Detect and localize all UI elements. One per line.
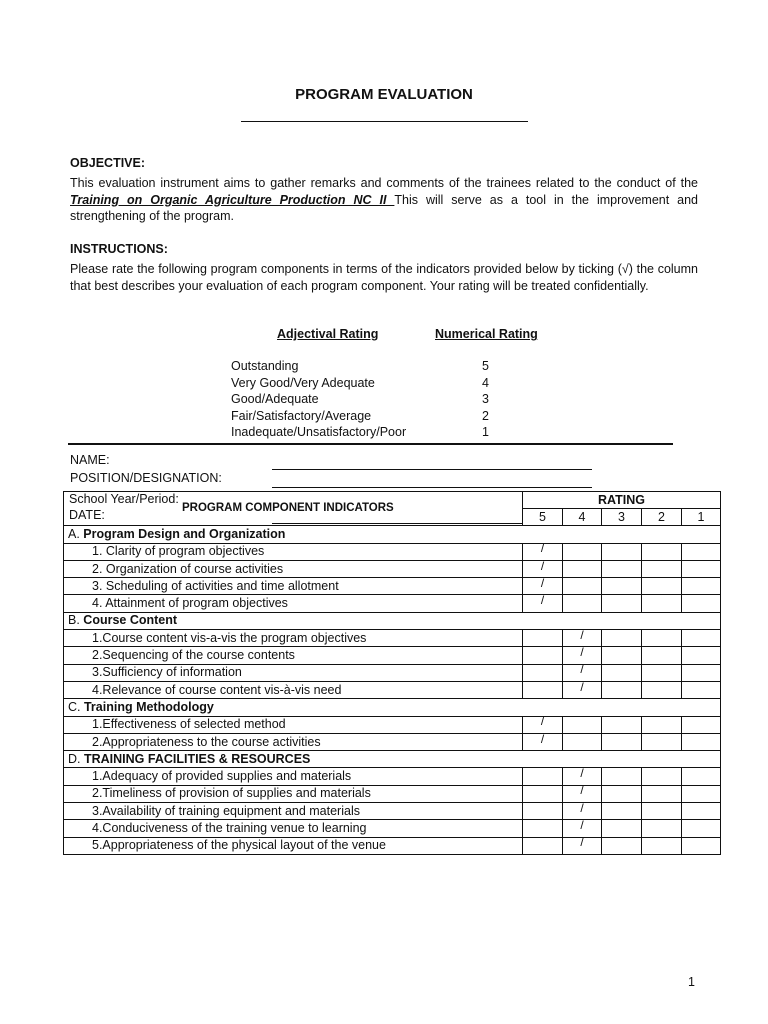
objective-heading: OBJECTIVE:: [70, 156, 146, 170]
section-heading: [64, 526, 721, 543]
indicator-label: 2. Organization of course activities: [64, 560, 523, 577]
rating-header-cell: [523, 492, 721, 509]
rating-cell-1[interactable]: [682, 716, 721, 733]
rating-header: RATING: [598, 492, 646, 507]
rating-col-3: 3: [602, 509, 642, 526]
indicator-label: 4. Attainment of program objectives: [64, 595, 523, 612]
table-row: [64, 647, 721, 664]
indicator-label: 3.Sufficiency of information: [64, 664, 523, 681]
section-name: Program Design and Organization: [83, 526, 286, 541]
tick-mark: /: [580, 681, 584, 694]
rating-cell-5[interactable]: [523, 543, 563, 560]
table-row: [64, 785, 721, 802]
tick-mark: /: [540, 560, 545, 573]
indicator-label: 4.Relevance of course content vis-à-vis need: [64, 681, 523, 698]
rating-cell-2[interactable]: [642, 803, 682, 820]
rating-cell-5[interactable]: [523, 768, 563, 785]
section-name: Training Methodology: [83, 699, 214, 714]
section-heading: [64, 699, 721, 716]
scale-label: Very Good/Very Adequate: [231, 375, 375, 390]
rating-cell-4[interactable]: [563, 768, 602, 785]
tick-mark: /: [580, 664, 584, 677]
table-row: [64, 543, 721, 560]
rating-cell-2[interactable]: [642, 837, 682, 854]
objective-paragraph: [70, 175, 698, 225]
date-field-line[interactable]: [272, 523, 522, 524]
tick-mark: /: [580, 819, 584, 832]
rating-cell-2[interactable]: [642, 820, 682, 837]
rating-cell-1[interactable]: [682, 560, 721, 577]
course-title: Training on Organic Agriculture Production NC II: [70, 192, 395, 207]
tick-mark: /: [580, 785, 584, 798]
table-row: [64, 837, 721, 854]
rating-cell-5[interactable]: [523, 716, 563, 733]
rating-cell-3[interactable]: [602, 837, 642, 854]
table-row: [64, 560, 721, 577]
scale-row: [231, 392, 501, 409]
rating-cell-3[interactable]: [602, 578, 642, 595]
tick-mark: /: [540, 733, 545, 746]
scale-value: 1: [482, 425, 489, 439]
tick-mark: /: [540, 543, 545, 556]
rating-cell-4[interactable]: [563, 716, 602, 733]
numerical-rating-header: Numerical Rating: [435, 327, 538, 341]
section-row: [64, 751, 721, 768]
rating-cell-4[interactable]: [563, 664, 602, 681]
table-row: [64, 768, 721, 785]
rating-cell-2[interactable]: [642, 630, 682, 647]
scale-row: [231, 409, 501, 426]
table-row: [64, 733, 721, 750]
rating-cell-2[interactable]: [642, 768, 682, 785]
rating-cell-4[interactable]: [563, 578, 602, 595]
section-heading: [64, 612, 721, 629]
section-row: [64, 699, 721, 716]
instructions-paragraph: Please rate the following program components in terms of the indicators provided below by ticking (√) the column that best describes your evaluation of each program component. Your rating will be treated confidentially.: [70, 262, 698, 293]
rating-cell-5[interactable]: [523, 681, 563, 698]
rating-cell-4[interactable]: [563, 837, 602, 854]
component-indicators-header: PROGRAM COMPONENT INDICATORS: [182, 502, 394, 514]
rating-col-1: 1: [682, 509, 721, 526]
scale-value: 3: [482, 392, 489, 406]
position-label: POSITION/DESIGNATION:: [70, 471, 222, 485]
tick-mark: /: [580, 802, 584, 815]
tick-mark: /: [580, 767, 584, 781]
rating-cell-1[interactable]: [682, 630, 721, 647]
scale-value: 5: [482, 359, 489, 373]
rating-cell-4[interactable]: [563, 803, 602, 820]
rating-cell-1[interactable]: [682, 820, 721, 837]
table-row: [64, 803, 721, 820]
rating-cell-1[interactable]: [682, 578, 721, 595]
scale-value: 2: [482, 408, 489, 423]
rating-cell-4[interactable]: [563, 647, 602, 664]
name-field-line[interactable]: [272, 469, 592, 470]
indicator-label: 1.Course content vis-a-vis the program objectives: [64, 630, 523, 647]
rating-cell-3[interactable]: [602, 543, 642, 560]
section-prefix: B.: [68, 613, 84, 628]
date-label: DATE:: [69, 508, 105, 522]
rating-cell-5[interactable]: [523, 733, 563, 750]
page-title: PROGRAM EVALUATION: [295, 86, 473, 103]
scale-label: Good/Adequate: [231, 392, 319, 406]
tick-mark: /: [540, 594, 545, 608]
rating-cell-4[interactable]: [563, 681, 602, 698]
rating-cell-4[interactable]: [563, 785, 602, 802]
rating-cell-4[interactable]: [563, 733, 602, 750]
indicator-label: 1.Effectiveness of selected method: [64, 716, 523, 733]
rating-cell-5[interactable]: [523, 837, 563, 854]
rating-cell-5[interactable]: [523, 803, 563, 820]
rating-cell-1[interactable]: [682, 785, 721, 802]
section-name: TRAINING FACILITIES & RESOURCES: [83, 751, 311, 766]
scale-label: Fair/Satisfactory/Average: [231, 408, 372, 423]
rating-cell-5[interactable]: [523, 630, 563, 647]
rating-cell-3[interactable]: [602, 733, 642, 750]
rating-cell-1[interactable]: [682, 733, 721, 750]
title-underline: [241, 121, 528, 122]
rating-cell-2[interactable]: [642, 664, 682, 681]
rating-cell-2[interactable]: [642, 578, 682, 595]
section-prefix: D.: [68, 751, 84, 766]
section-row: [64, 526, 721, 543]
section-name: Course Content: [83, 613, 178, 628]
rating-cell-2[interactable]: [642, 560, 682, 577]
table-row: [64, 716, 721, 733]
component-header-cell: [64, 492, 523, 526]
scale-row: [231, 425, 501, 442]
rating-cell-3[interactable]: [602, 785, 642, 802]
rating-cell-4[interactable]: [563, 820, 602, 837]
rating-cell-1[interactable]: [682, 647, 721, 664]
rating-col-2: 2: [642, 509, 682, 526]
rating-col-4: 4: [563, 509, 602, 526]
section-prefix: A.: [68, 526, 84, 541]
indicator-label: 1. Clarity of program objectives: [64, 543, 523, 560]
scale-divider: [68, 443, 673, 445]
rating-cell-4[interactable]: [563, 630, 602, 647]
scale-label: Outstanding: [231, 359, 299, 373]
instructions-heading: INSTRUCTIONS:: [70, 242, 168, 256]
rating-cell-3[interactable]: [602, 560, 642, 577]
scale-row: [231, 359, 501, 376]
rating-cell-3[interactable]: [602, 768, 642, 785]
name-label: NAME:: [70, 453, 110, 467]
rating-cell-3[interactable]: [602, 803, 642, 820]
rating-cell-2[interactable]: [642, 785, 682, 802]
rating-cell-5[interactable]: [523, 785, 563, 802]
rating-cell-2[interactable]: [642, 543, 682, 560]
school-year-label: School Year/Period:: [69, 492, 179, 506]
table-row: [64, 630, 721, 647]
objective-text-after: This will serve as a tool in the improvement and strengthening of the program.: [70, 192, 698, 223]
rating-cell-4[interactable]: [563, 543, 602, 560]
rating-cell-2[interactable]: [642, 647, 682, 664]
page-number: 1: [688, 975, 695, 989]
rating-cell-1[interactable]: [682, 543, 721, 560]
rating-cell-5[interactable]: [523, 560, 563, 577]
rating-cell-1[interactable]: [682, 664, 721, 681]
scale-label: Inadequate/Unsatisfactory/Poor: [231, 425, 407, 439]
rating-cell-2[interactable]: [642, 595, 682, 612]
rating-cell-2[interactable]: [642, 681, 682, 698]
table-header-row: [64, 492, 721, 509]
rating-cell-3[interactable]: [602, 820, 642, 837]
rating-cell-1[interactable]: [682, 803, 721, 820]
rating-col-5: 5: [523, 509, 563, 526]
rating-cell-5[interactable]: [523, 664, 563, 681]
rating-cell-4[interactable]: [563, 560, 602, 577]
position-field-line[interactable]: [272, 487, 592, 488]
rating-cell-3[interactable]: [602, 716, 642, 733]
section-prefix: C.: [68, 699, 84, 714]
rating-cell-1[interactable]: [682, 768, 721, 785]
rating-cell-1[interactable]: [682, 681, 721, 698]
rating-cell-3[interactable]: [602, 681, 642, 698]
section-heading: [64, 751, 721, 768]
rating-cell-1[interactable]: [682, 837, 721, 854]
rating-cell-3[interactable]: [602, 630, 642, 647]
indicator-label: 3. Scheduling of activities and time allotment: [64, 578, 523, 595]
scale-value: 4: [482, 375, 489, 390]
tick-mark: /: [540, 577, 545, 590]
table-row: [64, 820, 721, 837]
indicator-label: 4.Conduciveness of the training venue to learning: [64, 820, 523, 837]
table-row: [64, 664, 721, 681]
rating-cell-5[interactable]: [523, 578, 563, 595]
scale-row: [231, 376, 501, 393]
tick-mark: /: [540, 716, 545, 729]
indicator-label: 2.Timeliness of provision of supplies and materials: [64, 785, 523, 802]
indicator-label: 5.Appropriateness of the physical layout of the venue: [64, 837, 523, 854]
table-row: [64, 578, 721, 595]
indicator-label: 2.Appropriateness to the course activities: [64, 733, 523, 750]
tick-mark: /: [580, 646, 584, 660]
rating-cell-1[interactable]: [682, 595, 721, 612]
rating-cell-5[interactable]: [523, 595, 563, 612]
indicator-label: 1.Adequacy of provided supplies and materials: [64, 768, 523, 785]
rating-cell-5[interactable]: [523, 647, 563, 664]
rating-cell-5[interactable]: [523, 820, 563, 837]
objective-text-before: This evaluation instrument aims to gather remarks and comments of the trainees related to the conduct of the: [70, 176, 698, 190]
rating-cell-2[interactable]: [642, 716, 682, 733]
rating-cell-3[interactable]: [602, 664, 642, 681]
tick-mark: /: [580, 837, 584, 850]
indicator-label: 2.Sequencing of the course contents: [64, 647, 523, 664]
evaluation-table: [63, 491, 721, 855]
rating-cell-4[interactable]: [563, 595, 602, 612]
section-row: [64, 612, 721, 629]
rating-cell-3[interactable]: [602, 595, 642, 612]
adjectival-rating-header: Adjectival Rating: [277, 327, 379, 341]
tick-mark: /: [580, 629, 584, 642]
rating-cell-2[interactable]: [642, 733, 682, 750]
indicator-label: 3.Availability of training equipment and materials: [64, 803, 523, 820]
rating-cell-3[interactable]: [602, 647, 642, 664]
table-row: [64, 595, 721, 612]
table-row: [64, 681, 721, 698]
